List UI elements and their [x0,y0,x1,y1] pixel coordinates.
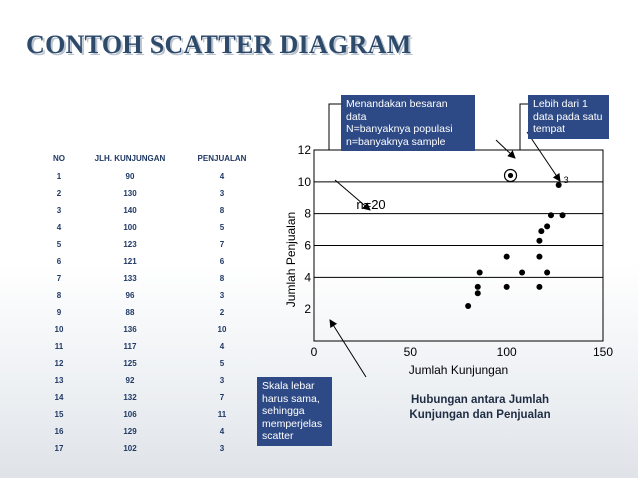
cell-no: 1 [56,172,62,181]
callout-scale-line: Skala lebar [262,380,315,392]
callout-scale [257,377,332,446]
cell-penjualan: 6 [219,257,225,266]
cell-penjualan: 8 [219,206,225,215]
header-no: NO [53,153,65,163]
cell-no: 17 [54,444,64,453]
callout-scale-line: harus sama, [262,392,320,405]
callout-arrow [335,180,370,210]
highlight-point [508,173,513,178]
cell-penjualan: 3 [219,376,225,385]
scatter-point [560,212,566,218]
callout-sample-size [341,95,475,151]
scatter-point [536,254,542,260]
cell-no: 2 [56,189,62,198]
chart-caption [388,393,572,423]
cell-no: 10 [54,325,64,334]
cell-penjualan: 8 [219,274,225,283]
cell-no: 15 [54,410,64,419]
x-axis-label: Jumlah Kunjungan [408,363,509,377]
y-tick-label: 10 [297,174,311,189]
scatter-point [544,270,550,276]
callout-arrow [496,140,515,158]
cell-penjualan: 3 [219,444,225,453]
cell-no: 12 [54,359,64,368]
overlap-count-label: 3 [563,175,569,186]
slide-title: CONTOH SCATTER DIAGRAM [26,30,412,59]
cell-penjualan: 11 [217,410,227,419]
callout-sample-size-line: n=banyaknya sample [346,135,446,148]
scatter-point [504,284,510,290]
scatter-point [519,270,525,276]
y-tick-label: 2 [304,302,311,317]
cell-kunjungan: 90 [125,172,135,181]
cell-no: 13 [54,376,64,385]
callout-overlap [528,95,609,139]
cell-kunjungan: 133 [123,274,137,283]
x-tick-label: 50 [403,345,418,359]
cell-kunjungan: 100 [123,223,137,232]
cell-no: 9 [56,308,62,317]
callout-sample-size-line: data [346,110,367,123]
cell-no: 6 [56,257,62,266]
callout-arrow [527,132,560,181]
cell-kunjungan: 136 [123,325,137,334]
y-tick-label: 4 [304,270,311,285]
x-tick-label: 150 [592,345,614,359]
callout-overlap-line: Lebih dari 1 [533,98,588,110]
cell-penjualan: 10 [217,325,227,334]
cell-penjualan: 4 [219,427,225,436]
sample-size-label: n=20 [356,196,386,212]
cell-kunjungan: 96 [125,291,135,300]
y-tick-label: 6 [304,238,311,253]
cell-no: 4 [56,223,62,232]
cell-kunjungan: 92 [125,376,135,385]
cell-kunjungan: 121 [123,257,137,266]
scatter-point [536,238,542,244]
cell-penjualan: 5 [219,223,225,232]
scatter-point [548,212,554,218]
scatter-point [536,284,542,290]
cell-kunjungan: 132 [123,393,137,402]
cell-no: 3 [56,206,62,215]
x-tick-label: 100 [496,345,517,359]
cell-no: 5 [56,240,62,249]
scatter-point [538,228,544,234]
scatter-point [504,254,510,260]
callout-arrow [330,320,366,377]
callout-scale-line: sehingga [262,405,305,417]
cell-kunjungan: 130 [123,189,137,198]
callout-overlap-line: data pada satu [533,110,603,123]
cell-kunjungan: 117 [123,342,137,351]
cell-no: 14 [54,393,64,402]
y-axis-label: Jumlah Penjualan [284,211,298,308]
cell-penjualan: 4 [219,172,225,181]
callout-scale-line: memperjelas [262,417,323,430]
cell-penjualan: 3 [219,291,225,300]
cell-no: 7 [56,274,62,283]
chart-caption-line: Kunjungan dan Penjualan [409,409,551,421]
chart-caption-line: Hubungan antara Jumlah [410,394,550,406]
callout-sample-size-line: Menandakan besaran [346,98,448,110]
cell-kunjungan: 88 [125,308,135,317]
cell-no: 11 [54,342,64,351]
cell-penjualan: 2 [219,308,225,317]
callout-overlap-line: tempat [533,123,566,135]
cell-penjualan: 7 [219,393,225,402]
y-tick-label: 12 [297,143,311,157]
cell-kunjungan: 125 [123,359,137,368]
cell-kunjungan: 140 [123,206,137,215]
cell-kunjungan: 102 [123,444,137,453]
cell-penjualan: 3 [219,189,225,198]
cell-kunjungan: 129 [123,427,137,436]
scatter-point [556,182,562,188]
callout-sample-size-line: N=banyaknya populasi [346,123,453,135]
y-tick-label: 8 [304,206,311,221]
scatter-point [544,223,550,229]
callout-scale-line: scatter [262,430,294,442]
cell-no: 8 [56,291,62,300]
cell-kunjungan: 106 [123,410,137,419]
x-tick-label: 0 [310,345,318,359]
scatter-point [477,270,483,276]
callout-connector [329,104,341,150]
header-penjualan: PENJUALAN [197,153,247,163]
cell-no: 16 [54,427,64,436]
scatter-point [465,303,471,309]
cell-penjualan: 4 [219,342,225,351]
scatter-point [475,290,481,296]
cell-penjualan: 7 [219,240,225,249]
header-jlh-kunjungan: JLH. KUNJUNGAN [94,153,166,163]
callout-connector [520,104,528,150]
cell-kunjungan: 123 [123,240,137,249]
scatter-point [475,284,481,290]
cell-penjualan: 5 [219,359,225,368]
